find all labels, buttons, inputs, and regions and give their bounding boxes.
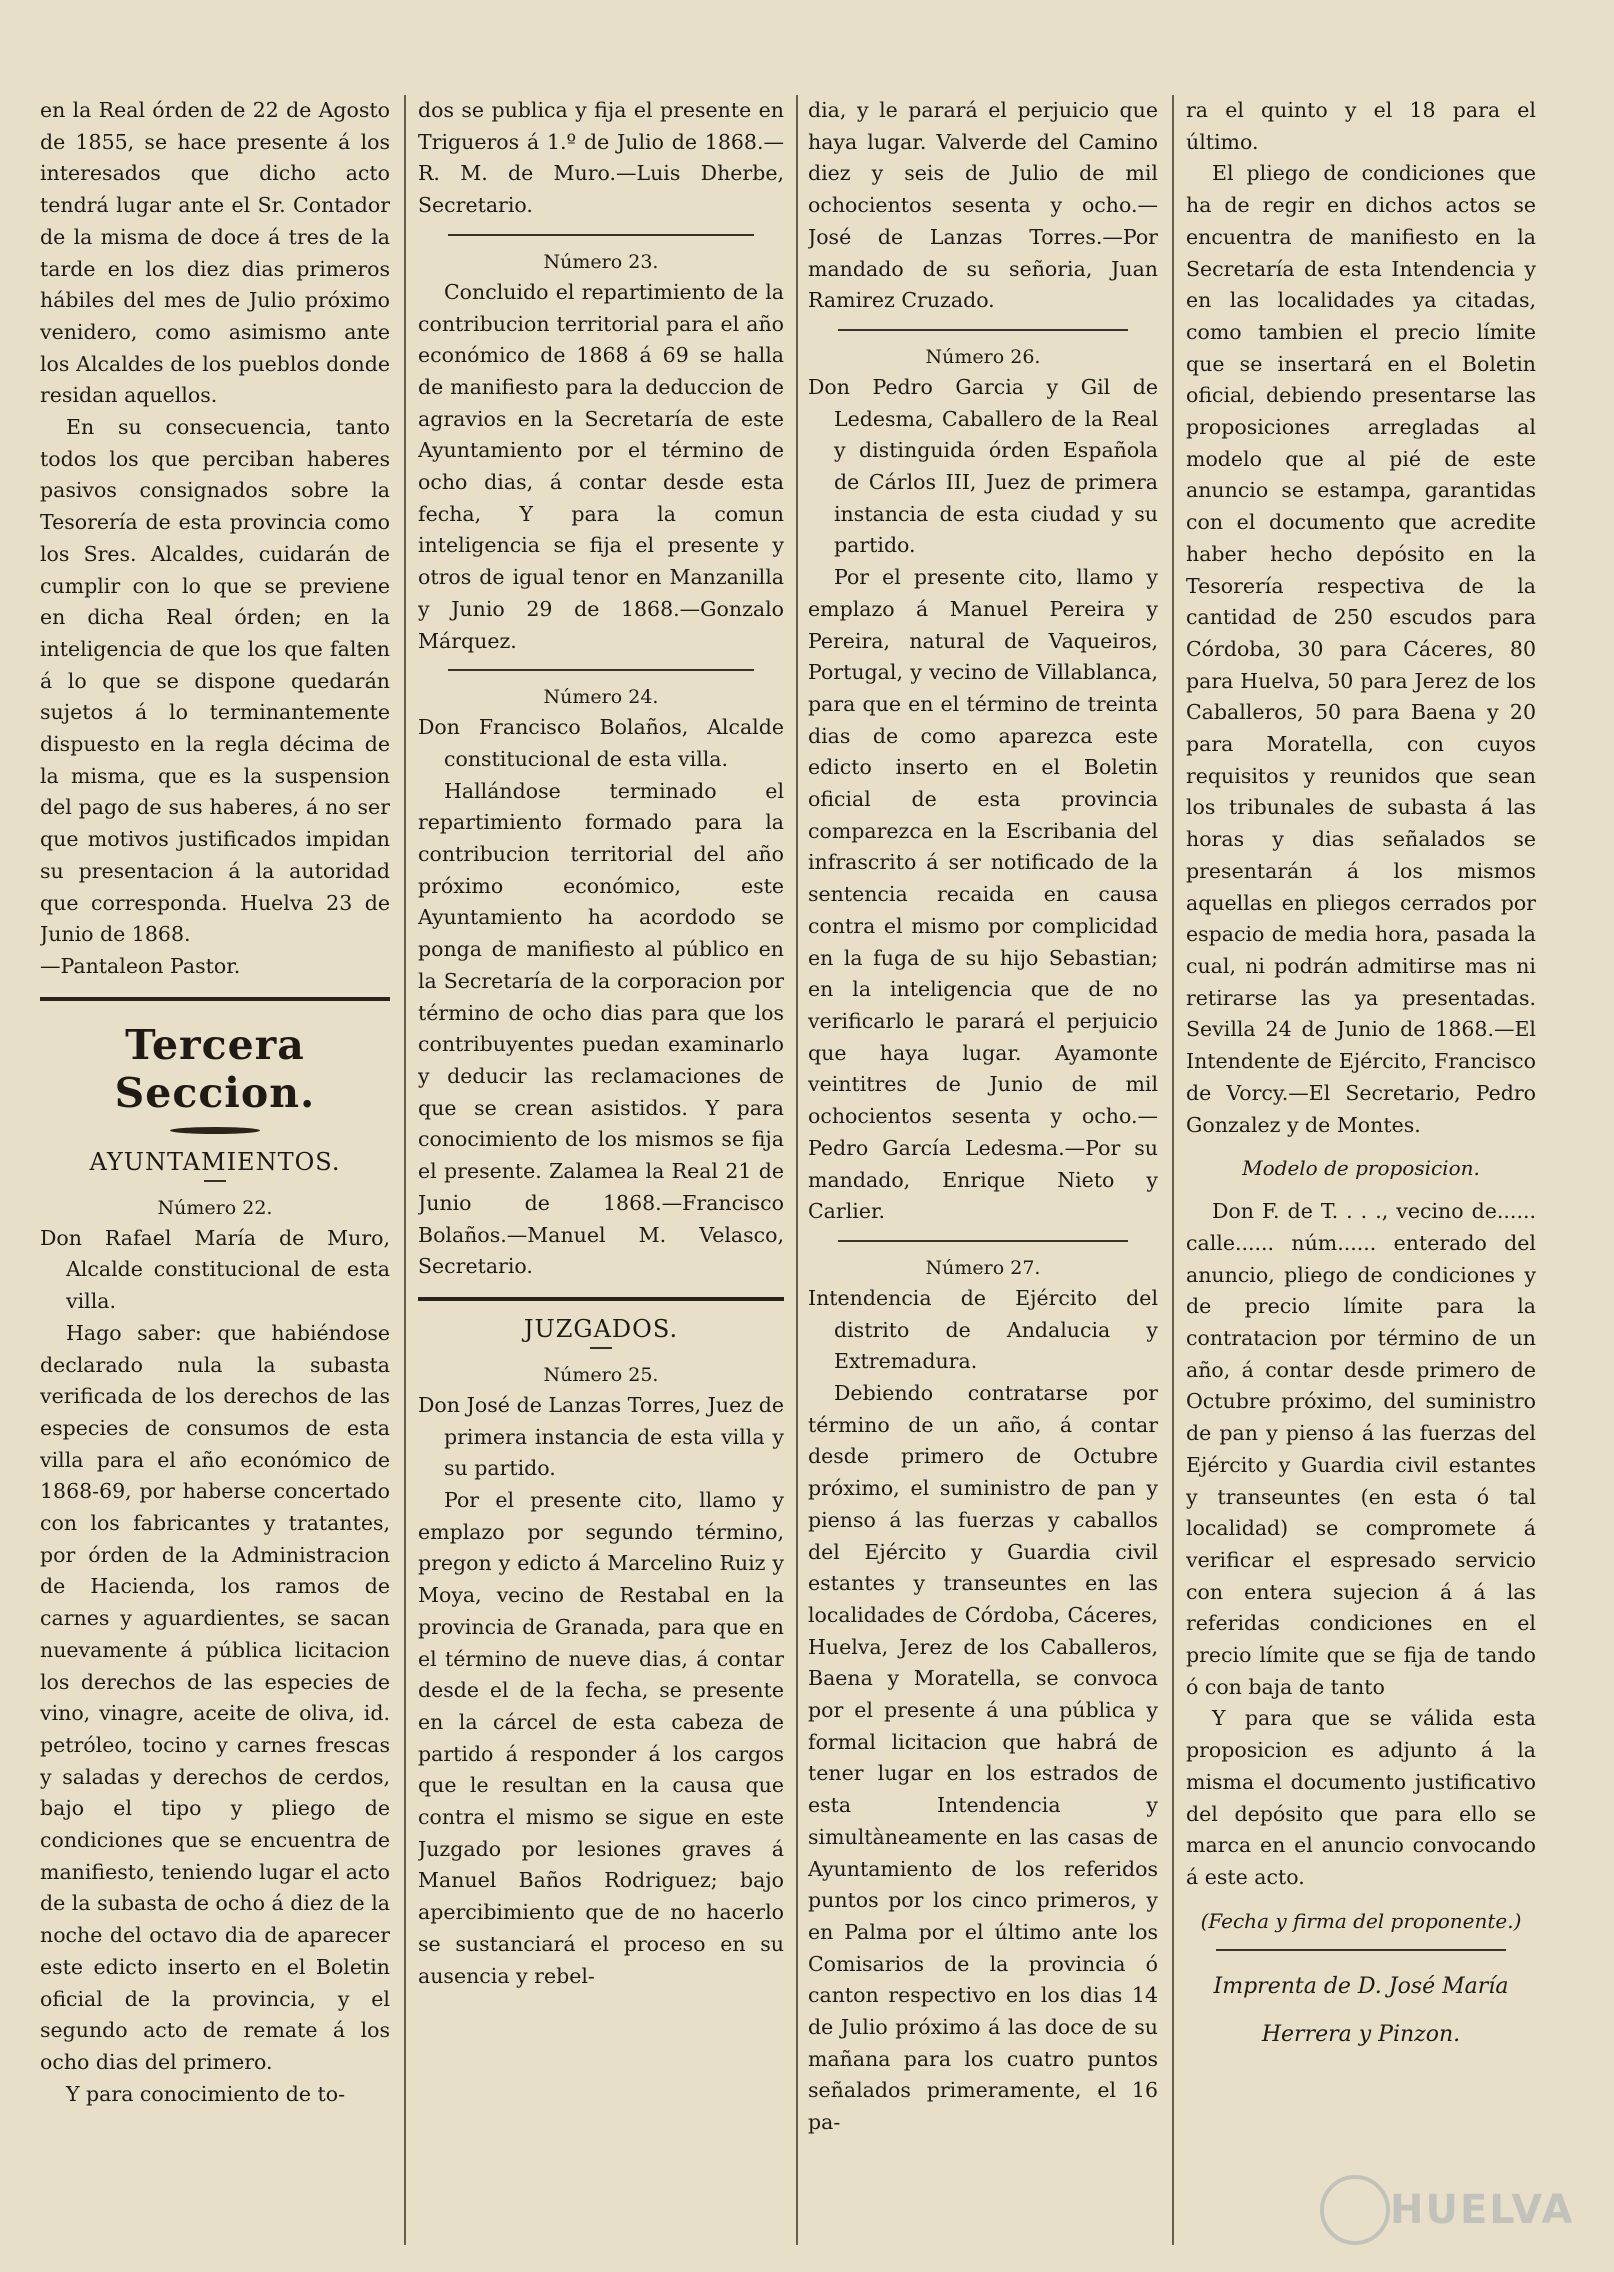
notice-number: Número 26. bbox=[925, 345, 1041, 368]
notice-number: Número 24. bbox=[543, 686, 659, 709]
paragraph: Don F. de T. . . ., vecino de...... calle...... núm...... enterado del anuncio, pliego de condiciones y de precio límite para la contratacion por término de un año, á contar desde primero de Octubre próximo, del suministro de pan y pienso á las fuerzas del Ejército y Guardia civil estantes y transeuntes (en esta ó tal localidad) se compromete á verificar el espresado servicio con entera sujecion á á las referidas condiciones en el precio límite que se fija de tando ó con baja de tanto bbox=[1186, 1199, 1536, 1699]
column-4 bbox=[1186, 95, 1536, 2260]
date-signature-note: (Fecha y firma del proponente.) bbox=[1200, 1908, 1522, 1933]
section-heading: AYUNTAMIENTOS. bbox=[89, 1147, 341, 1176]
seal-icon bbox=[1320, 2175, 1390, 2245]
paragraph: en la Real órden de 22 de Agosto de 1855, se hace presente á los interesados que dicho acto tendrá lugar ante el Sr. Contador de la misma de doce á tres de la tarde en los diez dias primeros hábiles del mes de Julio próximo venidero, como asimismo ante los Alcaldes de los pueblos donde residan aquellos. bbox=[40, 98, 390, 408]
divider bbox=[838, 1240, 1128, 1242]
archive-watermark bbox=[1320, 2165, 1580, 2260]
column-rule bbox=[404, 95, 406, 2245]
column-3 bbox=[808, 95, 1158, 2260]
section-divider bbox=[40, 997, 390, 1001]
notice-heading: Don José de Lanzas Torres, Juez de primera instancia de esta villa y su partido. bbox=[418, 1392, 784, 1481]
notice-number: Número 23. bbox=[543, 250, 659, 273]
printer-line: Imprenta de D. José María bbox=[1213, 1973, 1509, 1999]
paragraph: Hallándose terminado el repartimiento formado para la contribucion territorial del año próximo económico, este Ayuntamiento ha acordodo se ponga de manifiesto al público en la Secretaría de la corporacion por término de ocho dias para que los contribuyentes puedan examinarlo y deducir las reclamaciones de que se crean asistidos. Y para conocimiento de los mismos se fija el presente. Zalamea la Real 21 de Junio de 1868.—Francisco Bolaños.—Manuel M. Velasco, Secretario. bbox=[418, 778, 784, 1279]
short-rule bbox=[590, 1347, 612, 1349]
paragraph: El pliego de condiciones que ha de regir en dichos actos se encuentra de manifiesto en la Secretaría de esta Intendencia y en las localidades ya citadas, como tambien el precio límite que se insertará en el Boletin oficial, debiendo presentarse las proposiciones arregladas al modelo que al pié de este anuncio se estampa, garantidas con el documento que acredite haber hecho depósito en la Tesorería respectiva de la cantidad de 250 escudos para Córdoba, 30 para Cáceres, 80 para Huelva, 50 para Jerez de los Caballeros, 50 para Baena y 20 para Moratella, con cuyos requisitos y reunidos que sean los tribunales de subasta á las horas y dias señalados se presentarán á los mismos aquellas en pliegos cerrados por espacio de media hora, pasada la cual, ni podrán admitirse mas ni retirarse las ya presentadas. Sevilla 24 de Junio de 1868.—El Intendente de Ejército, Francisco de Vorcy.—El Secretario, Pedro Gonzalez y de Montes. bbox=[1186, 161, 1536, 1137]
paragraph: Debiendo contratarse por término de un año, á contar desde primero de Octubre próximo, el suministro de pan y pienso á las fuerzas y caballos del Ejército y Guardia civil estantes y transeuntes en las localidades de Córdoba, Cáceres, Huelva, Jerez de los Caballeros, Baena y Moratella, se convoca por el presente á una pública y formal licitacion que habrá de tener lugar en los estrados de esta Intendencia y simultàneamente en las casas de Ayuntamiento de los referidos puntos por los cinco primeros, y en Palma por el último ante los Comisarios de la provincia ó canton respectivo en los dias 14 de Julio próximo á las doce de su mañana para los cuatro puntos señalados primeramente, el 16 pa- bbox=[808, 1381, 1158, 2135]
signature: —Pantaleon Pastor. bbox=[40, 953, 241, 978]
paragraph: Concluido el repartimiento de la contribucion territorial para el año económico de 1868 á 69 se halla de manifiesto para la deduccion de agravios en la Secretaría de este Ayuntamiento por el término de ocho dias, á contar desde esta fecha, Y para la comun inteligencia se fija el presente y otros de igual tenor en Manzanilla y Junio 29 de 1868.—Gonzalo Márquez. bbox=[418, 279, 784, 653]
paragraph: Y para conocimiento de to- bbox=[66, 2081, 346, 2106]
notice-heading: Don Pedro Garcia y Gil de Ledesma, Caballero de la Real y distinguida órden Española de Cárlos III, Juez de primera instancia de esta ciudad y su partido. bbox=[808, 374, 1158, 558]
divider bbox=[1216, 1949, 1506, 1951]
watermark-text: HUELVA bbox=[1390, 2187, 1575, 2233]
paragraph: dos se publica y fija el presente en Trigueros á 1.º de Julio de 1868.—R. M. de Muro.—Luis Dherbe, Secretario. bbox=[418, 98, 784, 218]
notice-heading: Intendencia de Ejército del distrito de Andalucia y Extremadura. bbox=[808, 1285, 1158, 1374]
paragraph: En su consecuencia, tanto todos los que perciban haberes pasivos consignados sobre la Tesorería de esta provincia como los Sres. Alcaldes, cuidarán de cumplir con lo que se previene en dicha Real órden; en la inteligencia de que los que falten á lo que se dispone quedarán sujetos á lo terminantemente dispuesto en la regla décima de la misma, que es la suspension del pago de sus haberes, á no ser que motivos justificados impidan su presentacion á la autoridad que corresponda. Huelva 23 de Junio de 1868. bbox=[40, 415, 390, 947]
column-2 bbox=[418, 95, 784, 2260]
paragraph: Por el presente cito, llamo y emplazo á Manuel Pereira y Pereira, natural de Vaqueiros, Portugal, y vecino de Villablanca, para que en el término de treinta dias de como aparezca este edicto inserto en el Boletin oficial de esta provincia comparezca en la Escribania del infrascrito á ser notificado de la sentencia recaida en causa contra el mismo por complicidad en la fuga de su hijo Sebastian; en la inteligencia que de no verificarlo le parará el perjuicio que haya lugar. Ayamonte veintitres de Junio de mil ochocientos sesenta y ocho.—Pedro García Ledesma.—Por su mandado, Enrique Nieto y Carlier. bbox=[808, 565, 1158, 1224]
paragraph: dia, y le parará el perjuicio que haya lugar. Valverde del Camino diez y seis de Julio de mil ochocientos sesenta y ocho.—José de Lanzas Torres.—Por mandado de su señoria, Juan Ramirez Cruzado. bbox=[808, 98, 1158, 313]
model-heading: Modelo de proposicion. bbox=[1242, 1156, 1480, 1181]
printer-line: Herrera y Pinzon. bbox=[1261, 2021, 1461, 2047]
section-divider bbox=[418, 1297, 784, 1301]
section-title: Tercera Seccion. bbox=[114, 1020, 316, 1117]
column-1 bbox=[40, 95, 390, 2260]
notice-number: Número 27. bbox=[925, 1256, 1041, 1279]
notice-heading: Don Rafael María de Muro, Alcalde constitucional de esta villa. bbox=[40, 1225, 390, 1314]
divider bbox=[448, 234, 754, 236]
column-rule bbox=[796, 95, 798, 2245]
paragraph: Por el presente cito, llamo y emplazo por segundo término, pregon y edicto á Marcelino Ruiz y Moya, vecino de Restabal en la provincia de Granada, para que en el término de nueve dias, á contar desde el de la fecha, se presente en la cárcel de esta cabeza de partido á responder á los cargos que le resultan en la causa que contra el mismo se sigue en este Juzgado por lesiones graves á Manuel Baños Rodriguez; bajo apercibimiento que de no hacerlo se sustanciará el proceso en su ausencia y rebel- bbox=[418, 1488, 784, 1988]
notice-number: Número 25. bbox=[543, 1363, 659, 1386]
divider bbox=[448, 669, 754, 671]
column-rule bbox=[1172, 95, 1174, 2245]
section-heading: JUZGADOS. bbox=[523, 1314, 679, 1343]
paragraph: Hago saber: que habiéndose declarado nula la subasta verificada de los derechos de las especies de consumos de esta villa para el año económico de 1868-69, por haberse concertado con los fabricantes y tratantes, por órden de la Administracion de Hacienda, los ramos de carnes y aguardientes, se sacan nuevamente á pública licitacion los derechos de las especies de vino, vinagre, aceite de oliva, id. petróleo, tocino y carnes frescas y saladas y derechos de cerdos, bajo el tipo y pliego de condiciones que se encuentra de manifiesto, teniendo lugar el acto de la subasta de ocho á diez de la noche del octavo dia de aparecer este edicto inserto en el Boletin oficial de la provincia, y el segundo acto de remate á los ocho dias del primero. bbox=[40, 1320, 390, 2074]
paragraph: Y para que se válida esta proposicion es adjunto á la misma el documento justificativo del depósito que para ello se marca en el anuncio convocando á este acto. bbox=[1186, 1706, 1536, 1889]
notice-number: Número 22. bbox=[157, 1196, 273, 1219]
ornament-divider bbox=[170, 1127, 260, 1134]
divider bbox=[838, 329, 1128, 331]
paragraph: ra el quinto y el 18 para el último. bbox=[1186, 98, 1536, 154]
short-rule bbox=[204, 1180, 226, 1182]
notice-heading: Don Francisco Bolaños, Alcalde constitucional de esta villa. bbox=[418, 715, 784, 771]
